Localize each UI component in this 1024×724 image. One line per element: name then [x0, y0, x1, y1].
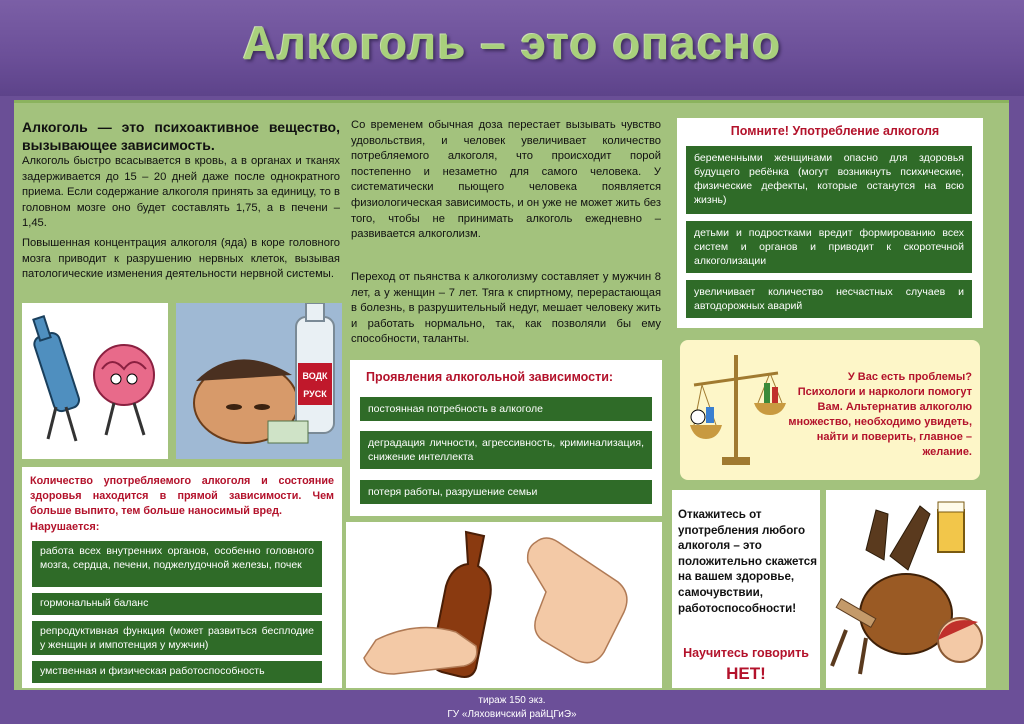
learn-to-say-text: Научитесь говорить: [683, 646, 809, 660]
left-heading: Алкоголь — это психоактивное вещество, вызывающее зависимость.: [22, 119, 340, 153]
health-impact-label: Нарушается:: [30, 521, 100, 533]
remember-item-3: увеличивает количество несчастных случаев и автодорожных аварий: [686, 280, 972, 318]
impact-item-2: гормональный баланс: [32, 593, 322, 615]
remember-heading: Помните! Употребление алкоголя: [730, 124, 940, 138]
problems-text: У Вас есть проблемы? Психологи и наркологи помогут Вам. Альтернатив алкоголю множество, необходимо увидеть, найти и поверить, главное – желание.: [788, 371, 972, 458]
manifest-item-2: деградация личности, агрессивность, криминализация, снижение интеллекта: [360, 431, 652, 469]
footer: [0, 690, 1024, 724]
middle-para-1: Со временем обычная доза перестает вызывать чувство удовольствия, и человек увеличивает количество потребляемого алкоголя, что происходит порой постепенно и незаметно для самого человека. У систематически пьющего человека появляется физиологическая зависимость, и он уже не может жить без того, чтобы не принимать алкоголь ежедневно – развивается алкоголизм.: [351, 119, 661, 241]
left-para-1: Алкоголь быстро всасывается в кровь, а в органах и тканях задерживается до 15 – 20 дней даже после однократного приема. Если содержание алкоголя принять за единицу, то в головном мозге оно будет составлять 1,75, а в печени – 1,45.: [22, 155, 340, 230]
manifest-item-1: постоянная потребность в алкоголе: [360, 397, 652, 421]
middle-para-2: Переход от пьянства к алкоголизму составляет у мужчин 8 лет, а у женщин – 7 лет. Тяга к спиртному, перерастающая в болезнь, в разрушительный недуг, мешает человеку жить и работать нормально, так, как позволяли бы ему способности, таланты.: [351, 271, 661, 346]
bottle-label-top: ВОДК: [302, 371, 328, 381]
impact-item-1: работа всех внутренних органов, особенно головного мозга, сердца, печени, поджелудочной железы, почек: [32, 541, 322, 587]
remember-item-1: беременными женщинами опасно для здоровья будущего ребёнка (могут возникнуть психические, физические дефекты, которые останутся на всю жизнь): [686, 146, 972, 214]
cartoon-bottle-brain-image: [22, 303, 168, 459]
remember-item-2: детьми и подростками вредит формированию всех систем и органов и приводит к скоротечной алкоголизации: [686, 221, 972, 273]
drunk-man-image: [176, 303, 342, 459]
impact-item-4: умственная и физическая работоспособность: [32, 661, 322, 683]
no-text: НЕТ!: [726, 664, 766, 683]
footer-organization: ГУ «Ляховичский райЦГиЭ»: [447, 709, 577, 720]
bottle-label-bottom: РУСК: [303, 389, 327, 399]
manifestations-heading: Проявления алкогольной зависимости:: [366, 370, 614, 384]
health-impact-intro: Количество употребляемого алкоголя и состояние здоровья находится в прямой зависимости. Чем больше выпито, тем больше наносимый вред.: [30, 475, 334, 517]
falling-drunk-man-image: [826, 490, 986, 688]
impact-item-3: репродуктивная функция (может развиться бесплодие у женщин и импотенция у мужчин): [32, 621, 322, 655]
left-para-2: Повышенная концентрация алкоголя (яда) в коре головного мозга приводит к разрушению нервных клеток, вызывая патологические изменения деятельности нервной системы.: [22, 237, 340, 281]
refusing-hands-image: [346, 522, 662, 688]
manifest-item-3: потеря работы, разрушение семьи: [360, 480, 652, 504]
footer-print-run: тираж 150 экз.: [478, 695, 546, 706]
refuse-text: Откажитесь от употребления любого алкоголя – это положительно скажется на вашем здоровье, самочувствии, работоспособности!: [678, 508, 818, 615]
page-title: Алкоголь – это опасно: [242, 17, 782, 69]
scales-image: [686, 345, 786, 475]
